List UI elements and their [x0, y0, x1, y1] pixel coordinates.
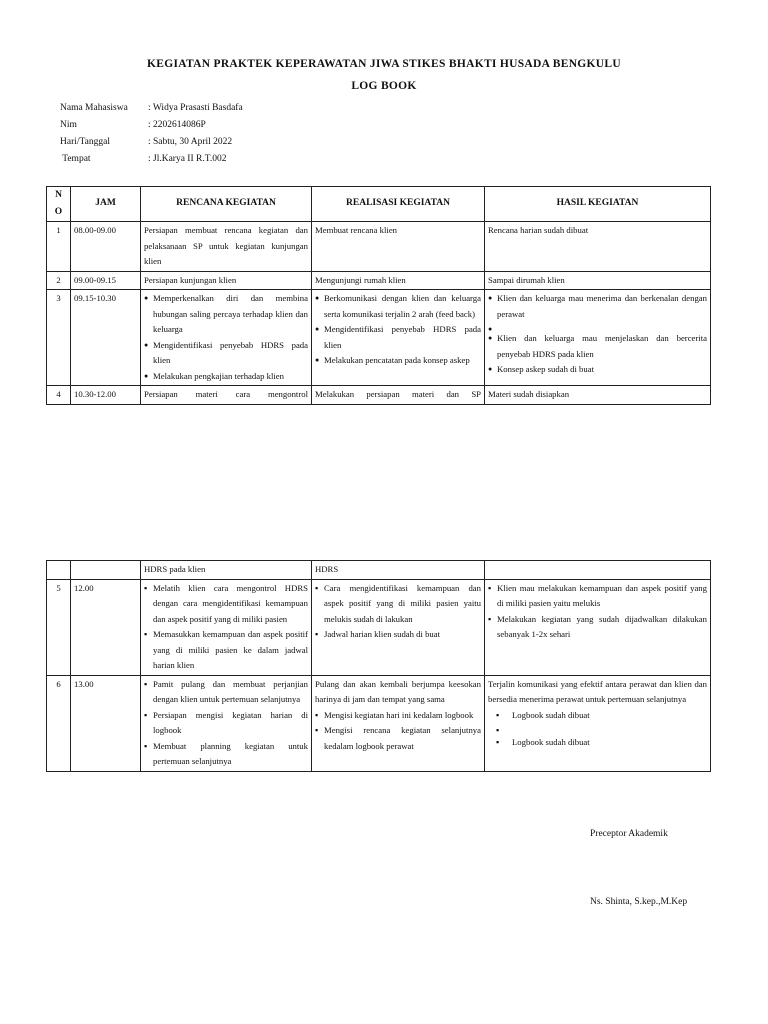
row-no: 2 [47, 271, 71, 290]
logbook-table-page-2 [46, 560, 711, 772]
row-rencana [141, 290, 312, 386]
info-row-name [60, 99, 243, 116]
list-item: ● Klien dan keluarga mau menerima dan berkenalan dengan perawat [488, 291, 707, 322]
table-row [47, 675, 711, 771]
student-info [60, 99, 243, 167]
table-row [47, 271, 711, 290]
list-item: ● Melakukan pencatatan pada konsep askep [315, 353, 481, 369]
row-rencana: HDRS pada klien [141, 561, 312, 580]
row-hasil [485, 675, 711, 771]
row-hasil [485, 561, 711, 580]
realisasi-intro: Pulang dan akan kembali berjumpa keesokan harinya di jam dan tempat yang sama [315, 678, 481, 704]
row-hasil: Sampai dirumah klien [485, 271, 711, 290]
header-hasil: HASIL KEGIATAN [485, 187, 711, 222]
row-hasil: Rencana harian sudah dibuat [485, 222, 711, 272]
row-jam: 09.00-09.15 [71, 271, 141, 290]
list-item: ● Konsep askep sudah di buat [488, 362, 707, 378]
row-no: 1 [47, 222, 71, 272]
info-label: Hari/Tanggal [60, 136, 110, 147]
list-item: ▪ Pamit pulang dan membuat perjanjian dengan klien untuk pertemuan selanjutnya [144, 677, 308, 708]
info-label: Tempat [60, 153, 91, 164]
row-no [47, 561, 71, 580]
list-item: ▪ Melatih klien cara mengontrol HDRS dengan cara mengidentifikasi kemampuan dan aspek positif yang di miliki pasien [144, 581, 308, 628]
row-realisasi [312, 579, 485, 675]
row-realisasi: Membuat rencana klien [312, 222, 485, 272]
bullet-list [315, 291, 481, 369]
info-value: : Widya Prasasti Basdafa [148, 102, 243, 113]
list-item: ● Berkomunikasi dengan klien dan keluarga serta komunikasi terjalin 2 arah (feed back) [315, 291, 481, 322]
row-jam [71, 561, 141, 580]
row-realisasi: HDRS [312, 561, 485, 580]
row-jam: 13.00 [71, 675, 141, 771]
list-item: ▪ Jadwal harian klien sudah di buat [315, 627, 481, 643]
table-header-row [47, 187, 711, 222]
bullet-list [488, 581, 707, 643]
row-realisasi [312, 290, 485, 386]
row-rencana [141, 579, 312, 675]
table-row [47, 386, 711, 405]
row-hasil [485, 579, 711, 675]
bullet-list [488, 708, 707, 751]
list-item: ● Klien dan keluarga mau menjelaskan dan bercerita penyebab HDRS pada klien [488, 331, 707, 362]
header-realisasi: REALISASI KEGIATAN [312, 187, 485, 222]
bullet-list [144, 581, 308, 674]
list-item: ▪ Membuat planning kegiatan untuk pertemuan selanjutnya [144, 739, 308, 770]
row-realisasi [312, 675, 485, 771]
row-jam: 12.00 [71, 579, 141, 675]
list-item: ▪ Cara mengidentifikasi kemampuan dan aspek positif yang di miliki pasien yaitu melukis sudah di lakukan [315, 581, 481, 628]
header-jam: JAM [71, 187, 141, 222]
row-no: 6 [47, 675, 71, 771]
info-value: : Jl.Karya II R.T.002 [148, 153, 227, 164]
header-rencana: RENCANA KEGIATAN [141, 187, 312, 222]
row-jam: 08.00-09.00 [71, 222, 141, 272]
list-item: ▪ Mengisi kegiatan hari ini kedalam logbook [315, 708, 481, 724]
row-no: 4 [47, 386, 71, 405]
info-row-date [60, 133, 243, 150]
preceptor-role: Preceptor Akademik [590, 829, 668, 839]
table-row [47, 579, 711, 675]
info-value: : Sabtu, 30 April 2022 [148, 136, 233, 147]
row-rencana: Persiapan membuat rencana kegiatan dan pelaksanaan SP untuk kegiatan kunjungan klien [141, 222, 312, 272]
table-row [47, 222, 711, 272]
info-row-nim [60, 116, 243, 133]
info-label: Nama Mahasiswa [60, 102, 128, 113]
list-item: ▪ Mengisi rencana kegiatan selanjutnya kedalam logbook perawat [315, 723, 481, 754]
row-hasil [485, 290, 711, 386]
row-jam: 10.30-12.00 [71, 386, 141, 405]
list-item: ● Mengidentifikasi penyebab HDRS pada klien [315, 322, 481, 353]
row-rencana: Persiapan materi cara mengontrol [141, 386, 312, 405]
header-no-line2: O [54, 207, 63, 217]
list-item: ▪ Persiapan mengisi kegiatan harian di logbook [144, 708, 308, 739]
header-no [47, 187, 71, 222]
list-item: ▪ Logbook sudah dibuat [488, 708, 707, 724]
header-no-line1: N [55, 190, 62, 200]
logbook-table-page-1 [46, 186, 711, 405]
list-item: ● Memperkenalkan diri dan membina hubungan saling percaya terhadap klien dan keluarga [144, 291, 308, 338]
preceptor-name: Ns. Shinta, S.kep.,M.Kep [590, 897, 688, 907]
list-item: ▪ Melakukan kegiatan yang sudah dijadwalkan dilakukan sebanyak 1-2x sehari [488, 612, 707, 643]
bullet-list [144, 291, 308, 384]
row-no: 3 [47, 290, 71, 386]
table-row-continuation [47, 561, 711, 580]
list-spacer [488, 322, 707, 331]
row-realisasi: Melakukan persiapan materi dan SP [312, 386, 485, 405]
bullet-list [315, 581, 481, 643]
bullet-list [315, 708, 481, 755]
list-spacer [488, 723, 707, 735]
table-row [47, 290, 711, 386]
row-rencana: Persiapan kunjungan klien [141, 271, 312, 290]
info-row-place [60, 150, 243, 167]
list-item: ● Mengidentifikasi penyebab HDRS pada klien [144, 338, 308, 369]
document-title: KEGIATAN PRAKTEK KEPERAWATAN JIWA STIKES BHAKTI HUSADA BENGKULU [147, 58, 621, 70]
info-label: Nim [60, 119, 77, 130]
list-item: ▪ Logbook sudah dibuat [488, 735, 707, 751]
row-realisasi: Mengunjungi rumah klien [312, 271, 485, 290]
list-item: ▪ Klien mau melakukan kemampuan dan aspek positif yang di miliki pasien yaitu melukis [488, 581, 707, 612]
bullet-list [488, 291, 707, 378]
row-no: 5 [47, 579, 71, 675]
row-rencana [141, 675, 312, 771]
hasil-intro: Terjalin komunikasi yang efektif antara perawat dan klien dan bersedia menerima perawat untuk pertemuan selanjutnya [488, 678, 707, 704]
info-value: : 2202614086P [148, 119, 206, 130]
bullet-list [144, 677, 308, 770]
row-jam: 09.15-10.30 [71, 290, 141, 386]
list-item: ▪ Memasukkan kemampuan dan aspek positif yang di miliki pasien ke dalam jadwal harian klien [144, 627, 308, 674]
document-subtitle: LOG BOOK [351, 80, 417, 92]
row-hasil: Materi sudah disiapkan [485, 386, 711, 405]
list-item: ● Melakukan pengkajian terhadap klien [144, 369, 308, 385]
